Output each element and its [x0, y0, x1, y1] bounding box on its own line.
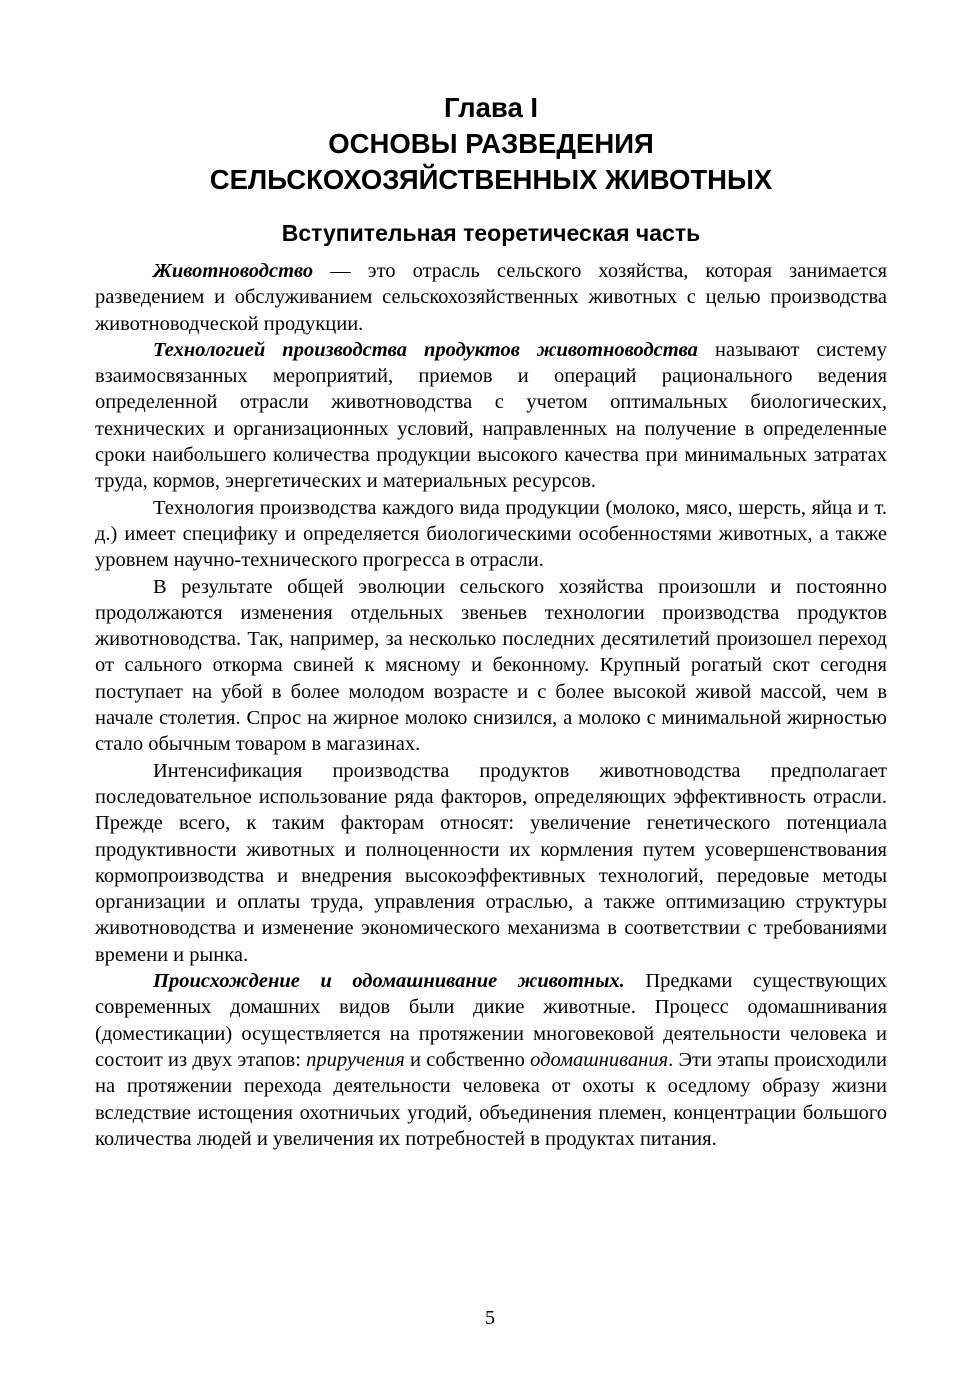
chapter-label: Глава I: [443, 92, 539, 123]
document-page: [95, 90, 887, 1152]
chapter-title-line-1: ОСНОВЫ РАЗВЕДЕНИЯ: [328, 128, 654, 159]
paragraph-domestication: [95, 968, 887, 1152]
paragraph-intensification: Интенсификация производства продуктов животноводства предполагает последовательное использование ряда факторов, определяющих эффективность отрасли. Прежде всего, к таким факторам относят: увеличение генетического потенциала продуктивности животных и полноценности их кормления путем усовершенствования кормопроизводства и внедрения высокоэффективных технологий, передовые методы организации и оплаты труда, управления отраслью, а также оптимизацию структуры животноводства и изменение экономического механизма в соответствии с требованиями времени и рынка.: [95, 759, 887, 966]
paragraph-text: и собственно: [404, 1048, 531, 1071]
paragraph-text: — это отрасль сельского хозяйства, которая занимается разведением и обслуживанием сельскохозяйственных животных с целью производства животноводческой продукции.: [95, 260, 887, 335]
paragraph-text: Предками существующих современных домашних видов были дикие животные. Процесс одомашнивания (доместикации) осуществляется на протяжении многовековой деятельности человека и состоит из двух этапов:: [95, 970, 887, 1071]
italic-domestication: одомашнивания: [530, 1048, 669, 1071]
chapter-title-line-2: СЕЛЬСКОХОЗЯЙСТВЕННЫХ ЖИВОТНЫХ: [209, 164, 773, 195]
page-number: 5: [485, 1307, 495, 1329]
term-production-technology: Технологией производства продуктов животноводства: [153, 338, 698, 361]
paragraph-technology-definition: [95, 337, 887, 495]
paragraph-technology-specifics: Технология производства каждого вида продукции (молоко, мясо, шерсть, яйца и т. д.) имеет специфику и определяется биологическими особенностями животных, а также уровнем научно-технического прогресса в отрасли.: [95, 496, 887, 572]
section-title: Вступительная теоретическая часть: [281, 220, 701, 246]
paragraph-text: называют систему взаимосвязанных мероприятий, приемов и операций рационального ведения определенной отрасли животноводства с учетом оптимальных биологических, технических и организационных условий, направленных на получение в определенные сроки наибольшего количества продукции высокого качества при минимальных затратах труда, кормов, энергетических и материальных ресурсов.: [95, 338, 887, 493]
chapter-heading: [95, 90, 887, 198]
term-livestock: Животноводство: [153, 260, 314, 282]
paragraph-text: . Эти этапы происходили на протяжении перехода деятельности человека от охоты к оседлому образу жизни вследствие истощения охотничьих угодий, объединения племен, концентрации большого количества людей и увеличения их потребностей в продуктах питания.: [95, 1048, 887, 1150]
paragraph-evolution: В результате общей эволюции сельского хозяйства произошли и постоянно продолжаются изменения отдельных звеньев технологии производства продуктов животноводства. Так, например, за несколько последних десятилетий произошел переход от сального откорма свиней к мясному и беконному. Крупный рогатый скот сегодня поступает на убой в более молодом возрасте и с более высокой живой массой, чем в начале столетия. Спрос на жирное молоко снизился, а молоко с минимальной жирностью стало обычным товаром в магазинах.: [95, 575, 887, 756]
italic-taming: приручения: [306, 1048, 405, 1071]
paragraph-livestock-definition: [95, 258, 887, 337]
term-domestication: Происхождение и одомашнивание животных.: [153, 970, 625, 993]
